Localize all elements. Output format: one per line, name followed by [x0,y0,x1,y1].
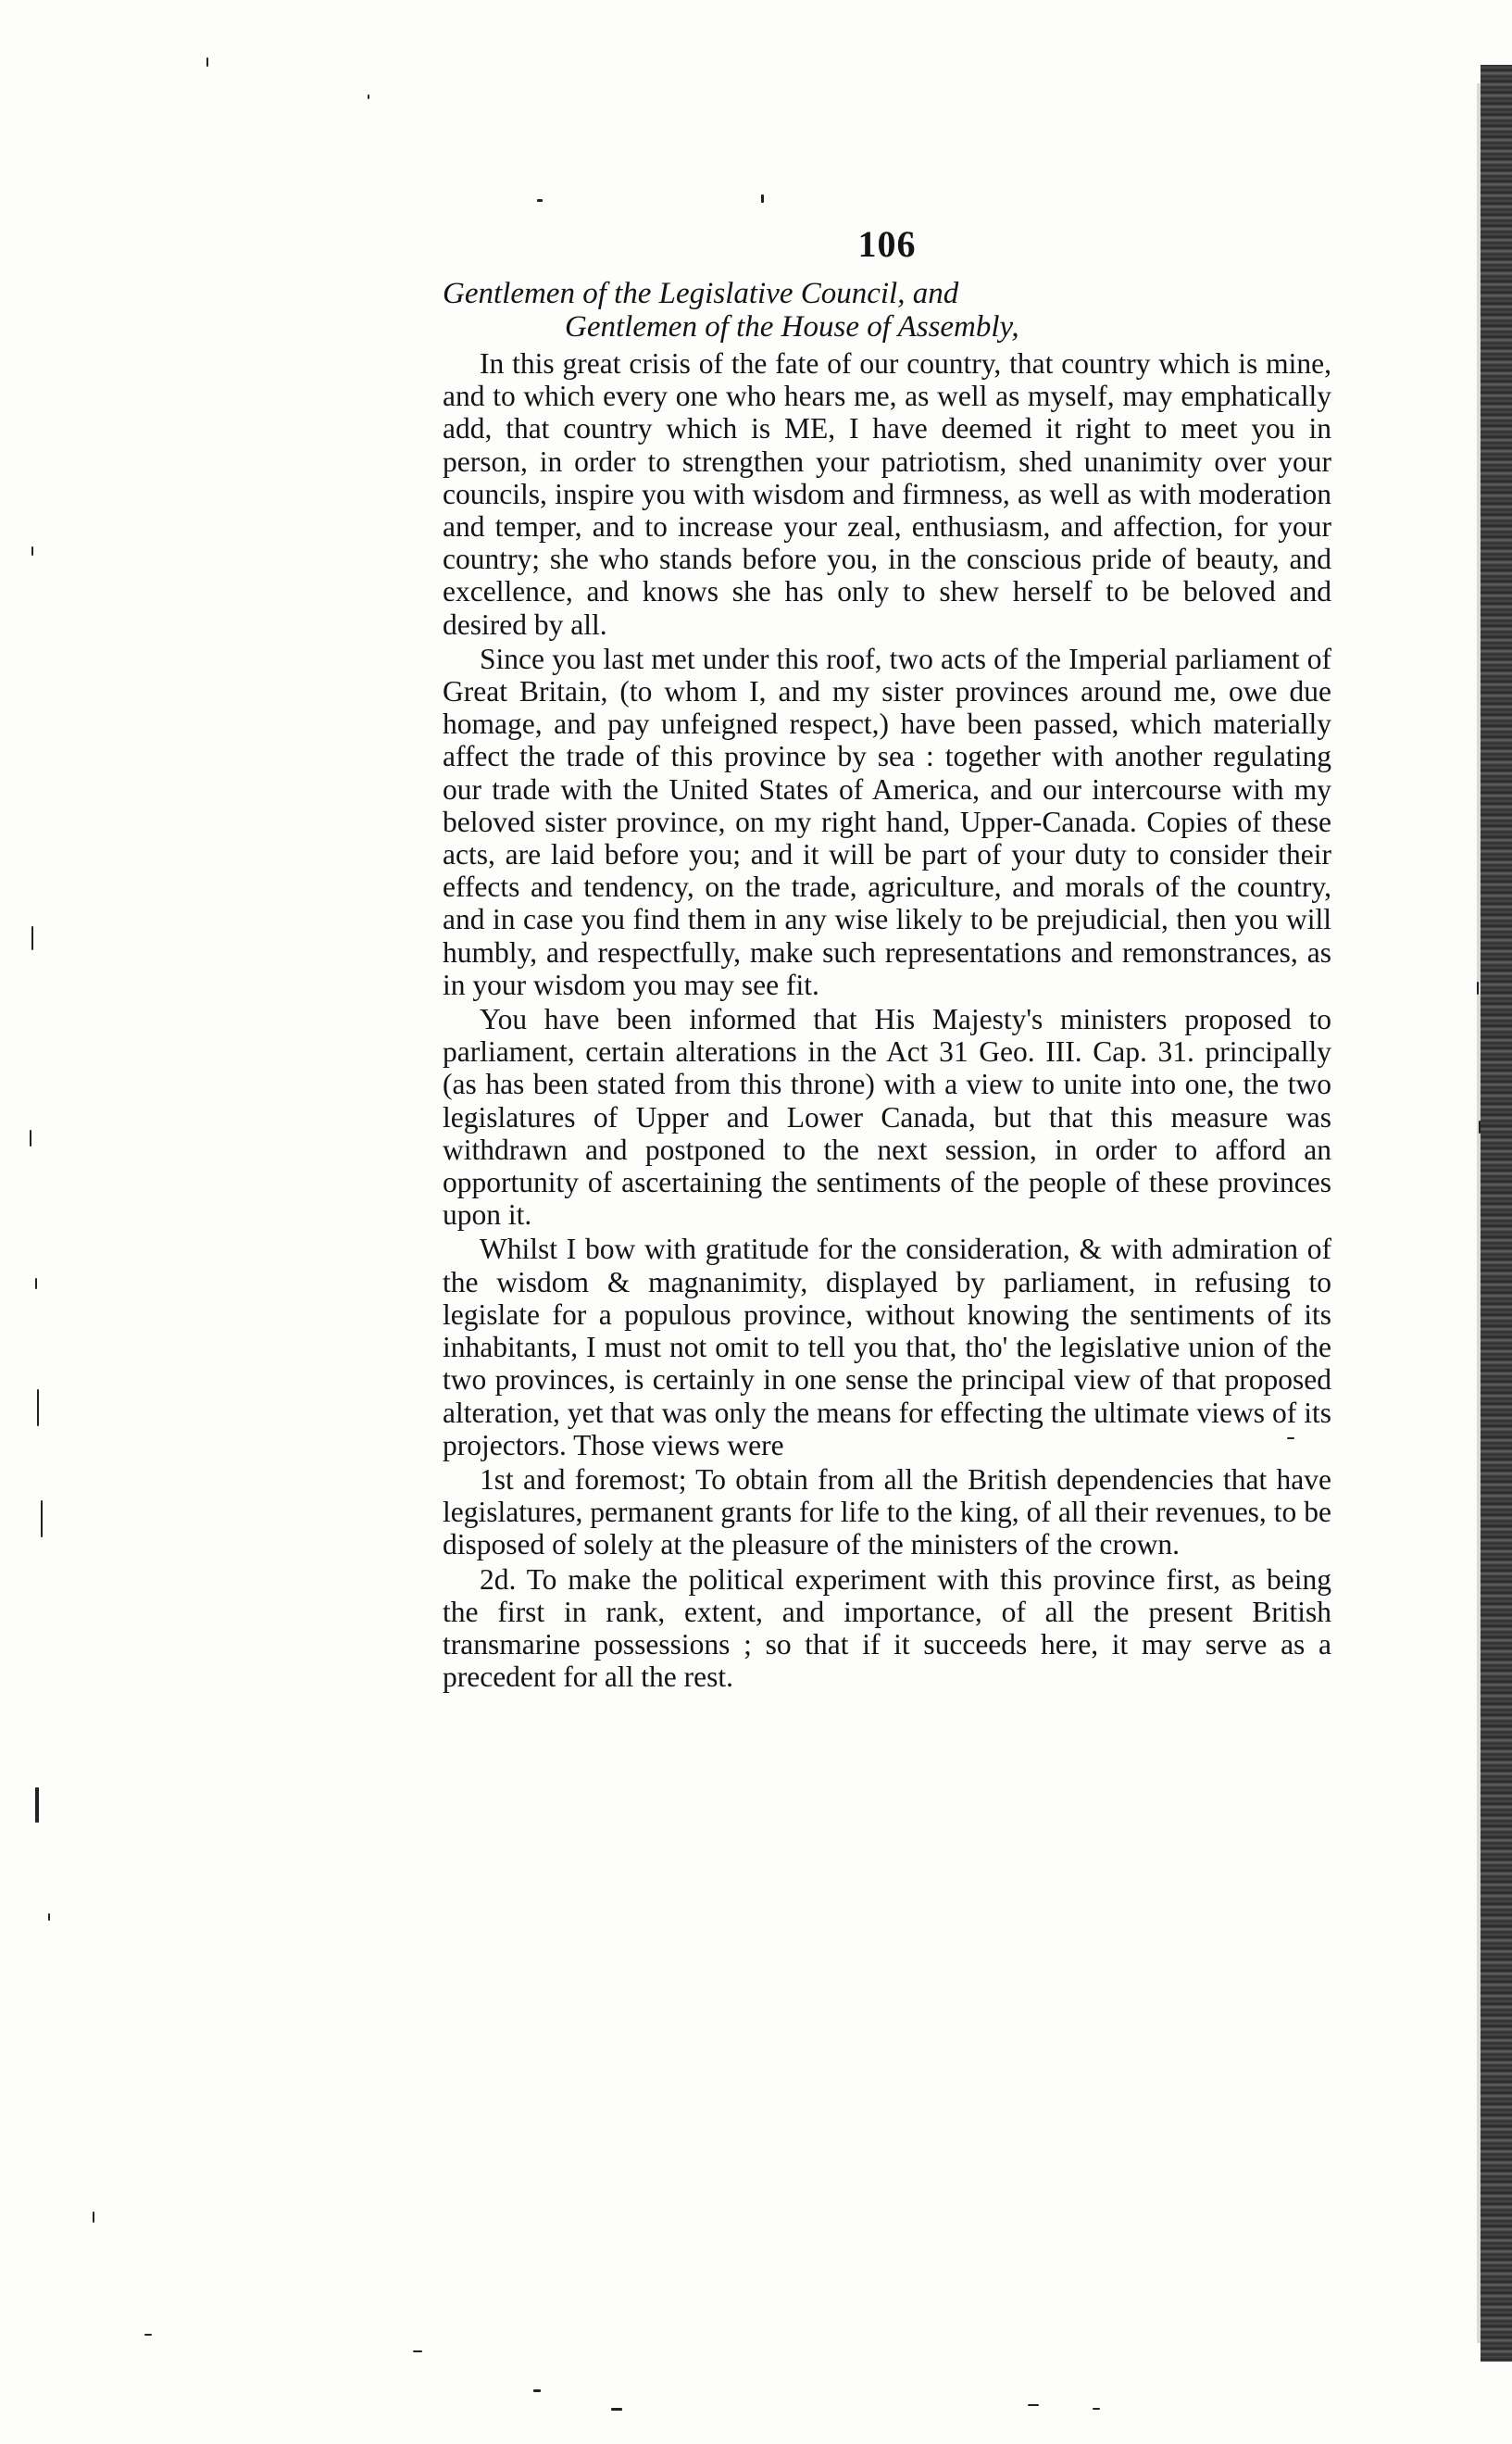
scan-speck [413,2350,422,2352]
scan-speck [35,1278,37,1289]
scan-speck [31,926,33,950]
paragraph-crisis: In this great crisis of the fate of our country, that country which is mine, and to which every one who hears me, as well as myself, may emphatically add, that country which is ME, I have deemed it right to meet you in person, in order to strengthen your patriotism, shed unanimity over your councils, inspire you with wisdom and firmness, as well as with moderation and temper, and to increase your zeal, enthusiasm, and affection, for your country; she who stands before you, in the conscious pride of beauty, and excellence, and knows she has only to shew herself to be beloved and desired by all. [443,347,1331,641]
scan-speck [533,2389,541,2392]
scan-speck [48,1913,50,1921]
paragraph-imperial-acts: Since you last met under this roof, two acts of the Imperial parliament of Great Britain, (to whom I, and my sister provinces around me, owe due homage, and pay unfeigned respect,) have been passed, which materially affect the trade of this province by sea : together with another regulating our trade with the United States of America, and our intercourse with my beloved sister province, on my right hand, Upper-Canada. Copies of these acts, are laid before you; and it will be part of your duty to consider their effects and tendency, on the trade, agriculture, and morals of the country, and in case you find them in any wise likely to be prejudicial, then you will humbly, and respectfully, make such representations and remonstrances, as in your wisdom you may see fit. [443,642,1331,1001]
scan-speck [41,1500,43,1537]
page-text-block [443,222,1331,1693]
scan-speck [611,2408,622,2411]
scan-speck [1093,2408,1100,2410]
scan-edge-shadow [1477,83,1481,2343]
scan-speck [206,57,208,67]
salutation-house-of-assembly: Gentlemen of the House of Assembly, [565,310,1019,344]
scan-speck [144,2334,152,2336]
scan-speck [93,2212,94,2223]
scan-speck [31,546,33,556]
scan-speck [35,1787,39,1823]
scan-binding-edge [1481,65,1512,2362]
salutation-legislative-council: Gentlemen of the Legislative Council, and [443,277,959,310]
scan-speck [537,199,543,202]
scan-speck [761,194,764,203]
paragraph-ministers-proposal: You have been informed that His Majesty's ministers proposed to parliament, certain alterations in the Act 31 Geo. III. Cap. 31. principally (as has been stated from this throne) with a view to unite into one, the two legislatures of Upper and Lower Canada, but that this measure was withdrawn and postponed to the next session, in order to afford an opportunity of ascertaining the sentiments of the people of these provinces upon it. [443,1003,1331,1232]
paragraph-second-view: 2d. To make the political experiment with this province first, as being the first in rank, extent, and importance, of all the present British transmarine possessions ; so that if it succeeds here, it may serve as a precedent for all the rest. [443,1562,1331,1694]
scan-speck [30,1130,31,1147]
paragraph-first-view: 1st and foremost; To obtain from all the British dependencies that have legislatures, permanent grants for life to the king, of all their revenues, to be disposed of solely at the pleasure of the ministers of the crown. [443,1462,1331,1561]
scan-speck [37,1389,39,1426]
paragraph-gratitude: Whilst I bow with gratitude for the consideration, & with admiration of the wisdom & magnanimity, displayed by parliament, in refusing to legislate for a populous province, without knowing the sentiments of its inhabitants, I must not omit to tell you that, tho' the legislative union of the two provinces, is certainly in one sense the principal view of that proposed alteration, yet that was only the means for effecting the ultimate views of its projectors. Those views were [443,1233,1331,1461]
scan-speck [368,94,369,99]
scan-speck [1479,1121,1481,1134]
page-number: 106 [857,223,917,265]
scan-speck [1028,2404,1039,2406]
scan-speck [1477,982,1479,995]
